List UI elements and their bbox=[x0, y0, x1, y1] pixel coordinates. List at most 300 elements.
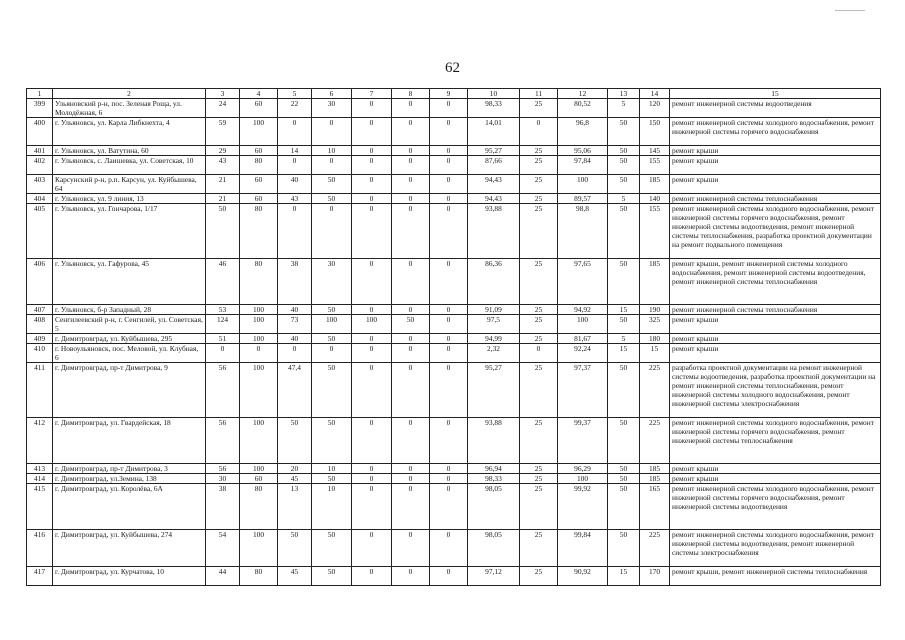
value-cell: 0 bbox=[312, 344, 352, 363]
value-cell: 0 bbox=[520, 344, 558, 363]
value-cell: 120 bbox=[640, 99, 670, 118]
table-row bbox=[27, 305, 881, 315]
value-cell: 165 bbox=[640, 484, 670, 530]
value-cell: 50 bbox=[312, 363, 352, 418]
table-row bbox=[27, 156, 881, 175]
value-cell: 25 bbox=[520, 99, 558, 118]
value-cell: 0 bbox=[430, 315, 468, 334]
value-cell: 0 bbox=[392, 204, 430, 259]
value-cell: 185 bbox=[640, 464, 670, 474]
value-cell: 100 bbox=[240, 334, 278, 344]
row-number-cell: 417 bbox=[27, 567, 53, 586]
value-cell: 185 bbox=[640, 259, 670, 305]
value-cell: 150 bbox=[640, 118, 670, 146]
column-header: 12 bbox=[558, 89, 608, 99]
value-cell: 50 bbox=[608, 156, 640, 175]
table-row bbox=[27, 99, 881, 118]
work-type-cell: ремонт крыши, ремонт инженерной системы холодного водоснабжения, ремонт инженерной системы водоотведения, ремонт инженерной системы теплоснабжения bbox=[670, 259, 881, 305]
value-cell: 25 bbox=[520, 334, 558, 344]
value-cell: 60 bbox=[240, 194, 278, 204]
value-cell: 86,36 bbox=[468, 259, 520, 305]
value-cell: 100 bbox=[558, 175, 608, 194]
value-cell: 0 bbox=[392, 259, 430, 305]
value-cell: 50 bbox=[392, 315, 430, 334]
value-cell: 25 bbox=[520, 464, 558, 474]
value-cell: 97,65 bbox=[558, 259, 608, 305]
value-cell: 94,43 bbox=[468, 194, 520, 204]
value-cell: 0 bbox=[430, 156, 468, 175]
value-cell: 60 bbox=[240, 99, 278, 118]
value-cell: 25 bbox=[520, 194, 558, 204]
value-cell: 50 bbox=[312, 530, 352, 567]
table-row bbox=[27, 315, 881, 334]
value-cell: 96,8 bbox=[558, 118, 608, 146]
value-cell: 94,92 bbox=[558, 305, 608, 315]
value-cell: 15 bbox=[608, 305, 640, 315]
value-cell: 0 bbox=[352, 530, 392, 567]
value-cell: 97,12 bbox=[468, 567, 520, 586]
address-cell: г. Димитровград, пр-т Димитрова, 3 bbox=[53, 464, 206, 474]
value-cell: 0 bbox=[392, 334, 430, 344]
value-cell: 140 bbox=[640, 194, 670, 204]
column-header: 15 bbox=[670, 89, 881, 99]
address-cell: Сенгилеевский р-н, г. Сенгилей, ул. Советская, 5 bbox=[53, 315, 206, 334]
table-row bbox=[27, 530, 881, 567]
row-number-cell: 405 bbox=[27, 204, 53, 259]
column-header: 6 bbox=[312, 89, 352, 99]
value-cell: 185 bbox=[640, 474, 670, 484]
value-cell: 80 bbox=[240, 156, 278, 175]
value-cell: 0 bbox=[430, 418, 468, 464]
value-cell: 38 bbox=[278, 259, 312, 305]
value-cell: 0 bbox=[352, 118, 392, 146]
value-cell: 0 bbox=[312, 156, 352, 175]
row-number-cell: 415 bbox=[27, 484, 53, 530]
work-type-cell: ремонт инженерной системы холодного водоснабжения, ремонт инженерной системы водоотведения, ремонт инженерной системы электроснабжения bbox=[670, 530, 881, 567]
table-row bbox=[27, 464, 881, 474]
table-row bbox=[27, 194, 881, 204]
address-cell: г. Димитровград, ул.Земина, 138 bbox=[53, 474, 206, 484]
value-cell: 54 bbox=[206, 530, 240, 567]
value-cell: 0 bbox=[430, 204, 468, 259]
value-cell: 80 bbox=[240, 204, 278, 259]
value-cell: 30 bbox=[312, 259, 352, 305]
value-cell: 98,05 bbox=[468, 530, 520, 567]
document-table-wrapper bbox=[26, 88, 880, 586]
column-header: 13 bbox=[608, 89, 640, 99]
value-cell: 25 bbox=[520, 204, 558, 259]
value-cell: 0 bbox=[278, 204, 312, 259]
work-type-cell: ремонт инженерной системы холодного водоснабжения, ремонт инженерной системы горячего водоснабжения bbox=[670, 118, 881, 146]
value-cell: 0 bbox=[312, 204, 352, 259]
value-cell: 96,94 bbox=[468, 464, 520, 474]
value-cell: 124 bbox=[206, 315, 240, 334]
value-cell: 98,33 bbox=[468, 99, 520, 118]
value-cell: 80,52 bbox=[558, 99, 608, 118]
value-cell: 25 bbox=[520, 418, 558, 464]
value-cell: 50 bbox=[312, 474, 352, 484]
column-header: 8 bbox=[392, 89, 430, 99]
column-header: 14 bbox=[640, 89, 670, 99]
value-cell: 95,27 bbox=[468, 363, 520, 418]
value-cell: 0 bbox=[278, 344, 312, 363]
value-cell: 2,32 bbox=[468, 344, 520, 363]
value-cell: 22 bbox=[278, 99, 312, 118]
value-cell: 0 bbox=[392, 530, 430, 567]
value-cell: 60 bbox=[240, 474, 278, 484]
table-row bbox=[27, 363, 881, 418]
value-cell: 0 bbox=[352, 474, 392, 484]
column-header: 10 bbox=[468, 89, 520, 99]
value-cell: 95,27 bbox=[468, 146, 520, 156]
value-cell: 94,99 bbox=[468, 334, 520, 344]
value-cell: 98,05 bbox=[468, 484, 520, 530]
value-cell: 21 bbox=[206, 175, 240, 194]
value-cell: 0 bbox=[352, 464, 392, 474]
value-cell: 0 bbox=[278, 156, 312, 175]
table-row bbox=[27, 146, 881, 156]
value-cell: 53 bbox=[206, 305, 240, 315]
value-cell: 90,92 bbox=[558, 567, 608, 586]
value-cell: 43 bbox=[206, 156, 240, 175]
value-cell: 0 bbox=[240, 344, 278, 363]
value-cell: 93,88 bbox=[468, 204, 520, 259]
value-cell: 5 bbox=[608, 194, 640, 204]
value-cell: 225 bbox=[640, 418, 670, 464]
value-cell: 50 bbox=[312, 175, 352, 194]
value-cell: 50 bbox=[608, 146, 640, 156]
value-cell: 0 bbox=[312, 118, 352, 146]
row-number-cell: 406 bbox=[27, 259, 53, 305]
table-row bbox=[27, 474, 881, 484]
value-cell: 46 bbox=[206, 259, 240, 305]
value-cell: 225 bbox=[640, 363, 670, 418]
row-number-cell: 416 bbox=[27, 530, 53, 567]
value-cell: 50 bbox=[608, 464, 640, 474]
value-cell: 145 bbox=[640, 146, 670, 156]
value-cell: 25 bbox=[520, 146, 558, 156]
table-row bbox=[27, 567, 881, 586]
value-cell: 0 bbox=[430, 464, 468, 474]
value-cell: 0 bbox=[352, 567, 392, 586]
value-cell: 0 bbox=[352, 194, 392, 204]
value-cell: 15 bbox=[608, 567, 640, 586]
value-cell: 50 bbox=[608, 484, 640, 530]
value-cell: 180 bbox=[640, 334, 670, 344]
value-cell: 94,43 bbox=[468, 175, 520, 194]
row-number-cell: 412 bbox=[27, 418, 53, 464]
value-cell: 0 bbox=[392, 363, 430, 418]
value-cell: 0 bbox=[430, 530, 468, 567]
value-cell: 0 bbox=[392, 175, 430, 194]
address-cell: Карсунский р-н, р.п. Карсун, ул. Куйбышева, 64 bbox=[53, 175, 206, 194]
table-row bbox=[27, 118, 881, 146]
value-cell: 56 bbox=[206, 363, 240, 418]
value-cell: 0 bbox=[430, 146, 468, 156]
value-cell: 99,37 bbox=[558, 418, 608, 464]
value-cell: 87,66 bbox=[468, 156, 520, 175]
table-row bbox=[27, 484, 881, 530]
value-cell: 73 bbox=[278, 315, 312, 334]
value-cell: 100 bbox=[558, 474, 608, 484]
value-cell: 0 bbox=[392, 156, 430, 175]
value-cell: 50 bbox=[608, 118, 640, 146]
table-row bbox=[27, 344, 881, 363]
work-type-cell: ремонт крыши bbox=[670, 175, 881, 194]
value-cell: 92,24 bbox=[558, 344, 608, 363]
value-cell: 0 bbox=[430, 175, 468, 194]
value-cell: 97,37 bbox=[558, 363, 608, 418]
value-cell: 325 bbox=[640, 315, 670, 334]
value-cell: 25 bbox=[520, 530, 558, 567]
table-row bbox=[27, 259, 881, 305]
value-cell: 0 bbox=[392, 464, 430, 474]
value-cell: 0 bbox=[520, 118, 558, 146]
value-cell: 0 bbox=[392, 146, 430, 156]
work-type-cell: ремонт крыши bbox=[670, 334, 881, 344]
value-cell: 80 bbox=[240, 259, 278, 305]
work-type-cell: ремонт инженерной системы холодного водоснабжения, ремонт инженерной системы горячего водоснабжения, ремонт инженерной системы теплоснабжения bbox=[670, 418, 881, 464]
row-number-cell: 399 bbox=[27, 99, 53, 118]
address-cell: г. Димитровград, ул. Курчатова, 10 bbox=[53, 567, 206, 586]
work-type-cell: ремонт крыши bbox=[670, 156, 881, 175]
value-cell: 0 bbox=[352, 484, 392, 530]
value-cell: 0 bbox=[278, 118, 312, 146]
value-cell: 99,84 bbox=[558, 530, 608, 567]
value-cell: 100 bbox=[240, 530, 278, 567]
work-type-cell: ремонт крыши, ремонт инженерной системы теплоснабжения bbox=[670, 567, 881, 586]
row-number-cell: 410 bbox=[27, 344, 53, 363]
value-cell: 47,4 bbox=[278, 363, 312, 418]
value-cell: 45 bbox=[278, 567, 312, 586]
value-cell: 0 bbox=[430, 363, 468, 418]
value-cell: 20 bbox=[278, 464, 312, 474]
value-cell: 93,88 bbox=[468, 418, 520, 464]
value-cell: 60 bbox=[240, 175, 278, 194]
work-type-cell: ремонт крыши bbox=[670, 344, 881, 363]
value-cell: 155 bbox=[640, 204, 670, 259]
column-header: 7 bbox=[352, 89, 392, 99]
value-cell: 100 bbox=[312, 315, 352, 334]
column-header: 9 bbox=[430, 89, 468, 99]
value-cell: 5 bbox=[608, 334, 640, 344]
value-cell: 98,33 bbox=[468, 474, 520, 484]
value-cell: 0 bbox=[206, 344, 240, 363]
value-cell: 51 bbox=[206, 334, 240, 344]
value-cell: 96,29 bbox=[558, 464, 608, 474]
value-cell: 25 bbox=[520, 305, 558, 315]
value-cell: 100 bbox=[558, 315, 608, 334]
column-header: 11 bbox=[520, 89, 558, 99]
address-cell: г. Димитровград, ул. Куйбышева, 274 bbox=[53, 530, 206, 567]
row-number-cell: 403 bbox=[27, 175, 53, 194]
value-cell: 0 bbox=[430, 567, 468, 586]
address-cell: г. Димитровград, ул. Гвардейская, 18 bbox=[53, 418, 206, 464]
work-type-cell: ремонт инженерной системы теплоснабжения bbox=[670, 305, 881, 315]
address-cell: г. Ульяновск, с. Лаишевка, ул. Советская, 10 bbox=[53, 156, 206, 175]
column-header: 5 bbox=[278, 89, 312, 99]
value-cell: 15 bbox=[640, 344, 670, 363]
address-cell: г. Ульяновск, б-р Западный, 28 bbox=[53, 305, 206, 315]
value-cell: 0 bbox=[352, 418, 392, 464]
value-cell: 50 bbox=[608, 315, 640, 334]
address-cell: г. Новоульяновск, пос. Меловой, ул. Клубная, 6 bbox=[53, 344, 206, 363]
value-cell: 50 bbox=[278, 418, 312, 464]
value-cell: 100 bbox=[240, 305, 278, 315]
value-cell: 30 bbox=[206, 474, 240, 484]
value-cell: 100 bbox=[240, 363, 278, 418]
value-cell: 14 bbox=[278, 146, 312, 156]
value-cell: 25 bbox=[520, 484, 558, 530]
value-cell: 0 bbox=[430, 474, 468, 484]
value-cell: 10 bbox=[312, 146, 352, 156]
value-cell: 0 bbox=[352, 146, 392, 156]
value-cell: 50 bbox=[608, 530, 640, 567]
value-cell: 50 bbox=[608, 363, 640, 418]
value-cell: 30 bbox=[312, 99, 352, 118]
value-cell: 50 bbox=[206, 204, 240, 259]
value-cell: 15 bbox=[608, 344, 640, 363]
value-cell: 0 bbox=[430, 118, 468, 146]
work-type-cell: разработка проектной документации на ремонт инженерной системы водоотведения, разработка проектной документации на ремонт инженерной системы теплоснабжения, ремонт инженерной системы холодного водоснабжения, ремонт инженерной системы электроснабжения bbox=[670, 363, 881, 418]
work-type-cell: ремонт инженерной системы теплоснабжения bbox=[670, 194, 881, 204]
value-cell: 44 bbox=[206, 567, 240, 586]
address-cell: г. Димитровград, ул. Королёва, 6А bbox=[53, 484, 206, 530]
scan-mark bbox=[835, 10, 865, 11]
address-cell: г. Димитровград, ул. Куйбышева, 295 bbox=[53, 334, 206, 344]
value-cell: 0 bbox=[430, 259, 468, 305]
table-body bbox=[27, 99, 881, 586]
value-cell: 0 bbox=[392, 567, 430, 586]
value-cell: 80 bbox=[240, 567, 278, 586]
row-number-cell: 411 bbox=[27, 363, 53, 418]
value-cell: 50 bbox=[608, 474, 640, 484]
value-cell: 0 bbox=[352, 334, 392, 344]
value-cell: 50 bbox=[608, 204, 640, 259]
value-cell: 14,01 bbox=[468, 118, 520, 146]
value-cell: 0 bbox=[430, 305, 468, 315]
column-header: 3 bbox=[206, 89, 240, 99]
address-cell: г. Ульяновск, ул. Гафурова, 45 bbox=[53, 259, 206, 305]
value-cell: 99,92 bbox=[558, 484, 608, 530]
value-cell: 43 bbox=[278, 194, 312, 204]
work-type-cell: ремонт инженерной системы холодного водоснабжения, ремонт инженерной системы горячего водоснабжения, ремонт инженерной системы водоотведения bbox=[670, 484, 881, 530]
value-cell: 25 bbox=[520, 474, 558, 484]
value-cell: 0 bbox=[352, 344, 392, 363]
address-cell: г. Ульяновск, ул. Карла Либкнехта, 4 bbox=[53, 118, 206, 146]
value-cell: 0 bbox=[430, 99, 468, 118]
value-cell: 170 bbox=[640, 567, 670, 586]
value-cell: 97,84 bbox=[558, 156, 608, 175]
value-cell: 50 bbox=[608, 175, 640, 194]
value-cell: 0 bbox=[430, 194, 468, 204]
page-number: 62 bbox=[445, 60, 460, 76]
value-cell: 5 bbox=[608, 99, 640, 118]
value-cell: 25 bbox=[520, 315, 558, 334]
value-cell: 0 bbox=[392, 344, 430, 363]
value-cell: 45 bbox=[278, 474, 312, 484]
value-cell: 25 bbox=[520, 363, 558, 418]
row-number-cell: 402 bbox=[27, 156, 53, 175]
work-type-cell: ремонт крыши bbox=[670, 315, 881, 334]
work-type-cell: ремонт крыши bbox=[670, 474, 881, 484]
address-cell: г. Ульяновск, ул. Гончарова, 1/17 bbox=[53, 204, 206, 259]
value-cell: 89,57 bbox=[558, 194, 608, 204]
value-cell: 0 bbox=[430, 484, 468, 530]
value-cell: 40 bbox=[278, 175, 312, 194]
value-cell: 0 bbox=[352, 99, 392, 118]
value-cell: 50 bbox=[278, 530, 312, 567]
value-cell: 29 bbox=[206, 146, 240, 156]
value-cell: 0 bbox=[392, 194, 430, 204]
value-cell: 100 bbox=[240, 418, 278, 464]
value-cell: 50 bbox=[312, 334, 352, 344]
value-cell: 50 bbox=[312, 418, 352, 464]
address-cell: Ульяновский р-н, пос. Зеленая Роща, ул. Молодёжная, 6 bbox=[53, 99, 206, 118]
value-cell: 0 bbox=[392, 305, 430, 315]
value-cell: 50 bbox=[312, 305, 352, 315]
value-cell: 91,09 bbox=[468, 305, 520, 315]
value-cell: 80 bbox=[240, 484, 278, 530]
value-cell: 0 bbox=[392, 99, 430, 118]
repair-table bbox=[26, 88, 881, 586]
address-cell: г. Ульяновск, ул. 9 линия, 13 bbox=[53, 194, 206, 204]
value-cell: 13 bbox=[278, 484, 312, 530]
value-cell: 10 bbox=[312, 464, 352, 474]
table-row bbox=[27, 334, 881, 344]
value-cell: 0 bbox=[430, 334, 468, 344]
value-cell: 0 bbox=[392, 474, 430, 484]
value-cell: 0 bbox=[392, 484, 430, 530]
value-cell: 38 bbox=[206, 484, 240, 530]
value-cell: 56 bbox=[206, 418, 240, 464]
value-cell: 0 bbox=[352, 259, 392, 305]
table-row bbox=[27, 175, 881, 194]
value-cell: 0 bbox=[392, 118, 430, 146]
row-number-cell: 407 bbox=[27, 305, 53, 315]
value-cell: 100 bbox=[352, 315, 392, 334]
value-cell: 0 bbox=[352, 175, 392, 194]
value-cell: 225 bbox=[640, 530, 670, 567]
row-number-cell: 408 bbox=[27, 315, 53, 334]
value-cell: 21 bbox=[206, 194, 240, 204]
table-header-row bbox=[27, 89, 881, 99]
value-cell: 0 bbox=[352, 305, 392, 315]
value-cell: 0 bbox=[352, 156, 392, 175]
value-cell: 50 bbox=[608, 418, 640, 464]
row-number-cell: 413 bbox=[27, 464, 53, 474]
value-cell: 95,06 bbox=[558, 146, 608, 156]
table-row bbox=[27, 204, 881, 259]
value-cell: 50 bbox=[312, 567, 352, 586]
table-row bbox=[27, 418, 881, 464]
value-cell: 25 bbox=[520, 156, 558, 175]
value-cell: 0 bbox=[392, 418, 430, 464]
row-number-cell: 401 bbox=[27, 146, 53, 156]
value-cell: 40 bbox=[278, 305, 312, 315]
address-cell: г. Ульяновск, ул. Ватутина, 60 bbox=[53, 146, 206, 156]
value-cell: 185 bbox=[640, 175, 670, 194]
value-cell: 98,8 bbox=[558, 204, 608, 259]
value-cell: 100 bbox=[240, 315, 278, 334]
value-cell: 60 bbox=[240, 146, 278, 156]
work-type-cell: ремонт инженерной системы водоотведения bbox=[670, 99, 881, 118]
value-cell: 100 bbox=[240, 118, 278, 146]
row-number-cell: 404 bbox=[27, 194, 53, 204]
row-number-cell: 400 bbox=[27, 118, 53, 146]
column-header: 2 bbox=[53, 89, 206, 99]
value-cell: 155 bbox=[640, 156, 670, 175]
